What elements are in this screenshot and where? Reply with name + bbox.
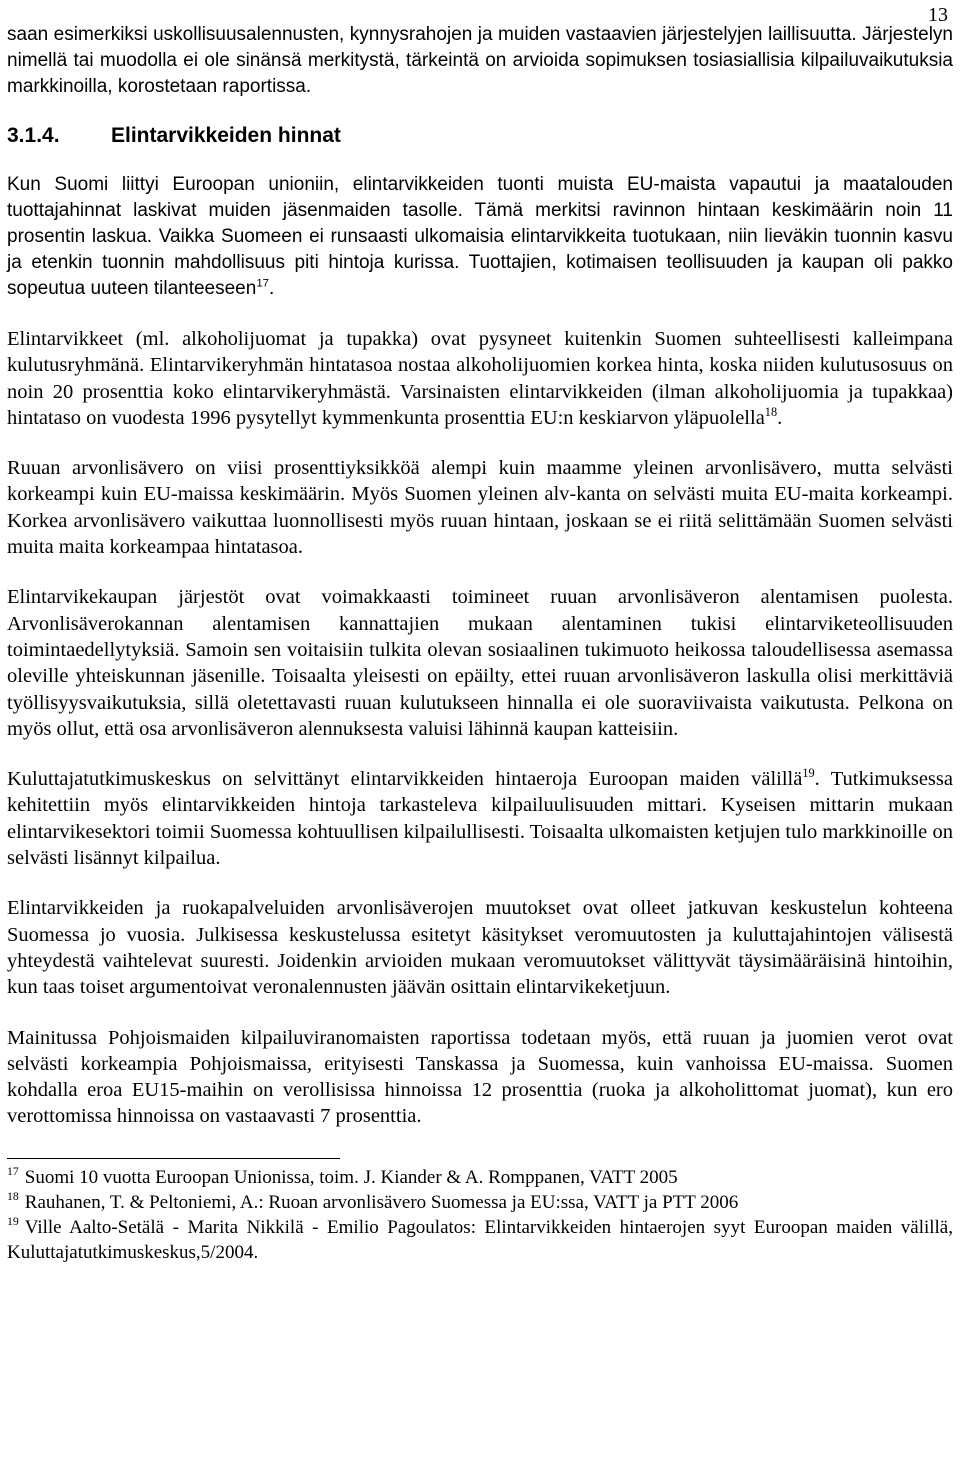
footnote-number: 17 <box>7 1165 19 1179</box>
footnote-ref-19[interactable]: 19 <box>802 766 815 781</box>
section-number: 3.1.4. <box>7 124 60 147</box>
paragraph-vat-discussion: Elintarvikkeiden ja ruokapalveluiden arvonlisäverojen muutokset ovat olleet jatkuvan keskustelun kohteena Suomessa jo vuosia. Julkisessa keskustelussa esitetyt käsitykset veromuutosten ja kuluttajahintojen välisestä yhteydestä vaihtelevat suuresti. Joidenkin arvioiden mukaan veromuutokset välittyvät täysimääräisinä hintoihin, kun taas toiset argumentoivat veronalennusten jäävän osittain elintarvikeketjuun. <box>7 897 953 999</box>
footnote-text: Suomi 10 vuotta Euroopan Unionissa, toim. J. Kiander & A. Romppanen, VATT 2005 <box>24 1166 678 1188</box>
paragraph-vat-rate: Ruuan arvonlisävero on viisi prosenttiyksikköä alempi kuin maamme yleinen arvonlisävero, mutta selvästi korkeampi kuin EU-maissa keskimäärin. Myös Suomen yleinen alv-kanta on selvästi muita EU-maita korkeampi. Korkea arvonlisävero vaikuttaa luonnollisesti myös ruuan hintaan, joskaan se ei riitä selittämään Suomen selvästi muita maita korkeampaa hintatasoa. <box>7 457 953 559</box>
section-title: Elintarvikkeiden hinnat <box>111 124 341 147</box>
footnote-ref-17[interactable]: 17 <box>256 277 269 290</box>
paragraph-end: . <box>777 406 783 429</box>
paragraph-text: Elintarvikkeet (ml. alkoholijuomat ja tupakka) ovat pysyneet kuitenkin Suomen suhteellisesti kalleimpana kulutusryhmänä. Elintarvikeryhmän hintatasoa nostaa alkoholijuomien korkea hinta, koska niiden kulutusosuus on noin 20 prosenttia koko elintarvikeryhmästä. Varsinaisten elintarvikkeiden (ilman alkoholijuomia ja tupakkaa) hintataso on vuodesta 1996 pysytellyt kymmenkunta prosenttia EU:n keskiarvon yläpuolella <box>7 328 953 429</box>
paragraph-consumer-research <box>7 766 953 871</box>
footnote-17 <box>7 1165 953 1190</box>
page-number: 13 <box>928 4 948 26</box>
paragraph-text-cont: . Tutkimuksessa kehitettiin myös elintarvikkeiden hintoja tarkasteleva kilpailuulisuuden mittari. Kyseisen mittarin mukaan elintarvikesektori toimii Suomessa kohtuullisen kilpailullisesti. Toisaalta ulkomaisten ketjujen tulo markkinoille on selvästi lisännyt kilpailua. <box>7 768 953 870</box>
footnote-number: 19 <box>7 1215 19 1229</box>
intro-paragraph: saan esimerkiksi uskollisuusalennusten, kynnysrahojen ja muiden vastaavien järjestelyjen laillisuutta. Järjestelyn nimellä tai muodolla ei ole sinänsä merkitystä, tärkeintä on arvioida sopimuksen tosiasiallisia kilpailuvaikutuksia markkinoilla, korostetaan raportissa. <box>7 24 953 97</box>
footnote-number: 18 <box>7 1190 19 1204</box>
footnote-text: Rauhanen, T. & Peltoniemi, A.: Ruoan arvonlisävero Suomessa ja EU:ssa, VATT ja PTT 2006 <box>24 1191 739 1213</box>
paragraph-nordic-report: Mainitussa Pohjoismaiden kilpailuviranomaisten raportissa todetaan myös, että ruuan ja juomien verot ovat selvästi korkeampia Pohjoismaissa, erityisesti Tanskassa ja Suomessa, kuin vanhoissa EU-maissa. Suomen kohdalla eroa EU15-maihin on verollisissa hinnoissa 12 prosenttia (ruoka ja alkoholittomat juomat), kun ero verottomissa hinnoissa on vastaavasti 7 prosenttia. <box>7 1026 953 1128</box>
paragraph-end: . <box>269 278 275 299</box>
paragraph-text: Kun Suomi liittyi Euroopan unioniin, elintarvikkeiden tuonti muista EU-maista vapautui ja maatalouden tuottajahinnat laskivat muiden jäsenmaiden tasolle. Tämä merkitsi ravinnon hintaan keskimäärin noin 11 prosentin laskua. Vaikka Suomeen ei runsaasti ulkomaisia elintarvikkeita tuotukaan, niin lieväkin tuonnin kasvu ja etenkin tuonnin mahdollisuus piti hintoja kurissa. Tuottajien, kotimaisen teollisuuden ja kaupan oli pakko sopeutua uuteen tilanteeseen <box>7 174 953 299</box>
paragraph-eu-membership <box>7 172 953 302</box>
footnote-18 <box>7 1190 953 1215</box>
section-heading <box>7 123 953 149</box>
document-body <box>7 22 953 1265</box>
footnote-divider <box>7 1158 340 1159</box>
paragraph-text: Kuluttajatutkimuskeskus on selvittänyt elintarvikkeiden hintaeroja Euroopan maiden välillä <box>7 768 803 791</box>
paragraph-trade-organisations: Elintarvikekaupan järjestöt ovat voimakkaasti toimineet ruuan arvonlisäveron alentamisen puolesta. Arvonlisäverokannan alentamisen kannattajien mukaan alentaminen tukisi elintarviketeollisuuden toimintaedellytyksiä. Samoin sen voitaisiin tulkita olevan sosiaalinen tukimuoto heikossa taloudellisessa asemassa oleville yhteiskunnan jäsenille. Toisaalta yleisesti on epäilty, ettei ruuan arvonlisäveron laskulla olisi merkittäviä työllisyysvaikutuksia, sillä oletettavasti ruuan kulutukseen hinnalla ei ole suoraviivaista vaikutusta. Pelkona on myös ollut, että osa arvonlisäveron alennuksesta valuisi lähinnä kaupan katteisiin. <box>7 586 953 740</box>
footnote-19 <box>7 1215 953 1265</box>
footnote-text: Ville Aalto-Setälä - Marita Nikkilä - Emilio Pagoulatos: Elintarvikkeiden hintaerojen syyt Euroopan maiden välillä, Kuluttajatutkimuskeskus,5/2004. <box>7 1216 953 1263</box>
paragraph-food-prices <box>7 326 953 431</box>
footnote-ref-18[interactable]: 18 <box>764 405 778 420</box>
